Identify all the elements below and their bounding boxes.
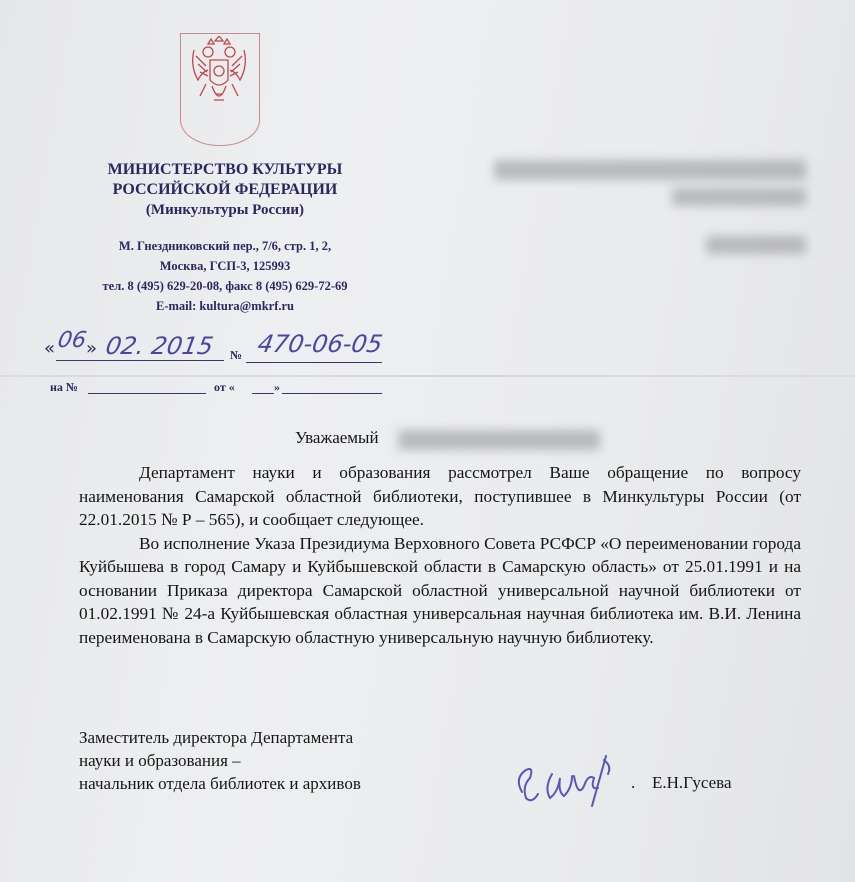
reference-from-label: от « [214, 380, 235, 394]
ministry-address [60, 236, 390, 316]
number-sign: № [230, 348, 243, 362]
redacted-addressee-name [398, 430, 600, 450]
registration-number: 470-06-05 [255, 330, 385, 358]
ministry-line-2: РОССИЙСКОЙ ФЕДЕРАЦИИ [112, 181, 338, 198]
reference-close-quote: » [274, 380, 280, 394]
ministry-short-name: (Минкультуры России) [145, 202, 305, 218]
date-open-quote: « [44, 338, 56, 359]
reference-date-line [282, 393, 382, 394]
ministry-name [60, 160, 390, 220]
date-underline [56, 360, 224, 361]
signer-dot: . [631, 773, 636, 792]
signatory-title-line-1: Заместитель директора Департамента [79, 728, 354, 747]
ministry-line-1: МИНИСТЕРСТВО КУЛЬТУРЫ [107, 161, 343, 178]
date-day: 06 [55, 328, 89, 353]
redacted-recipient-line-3 [706, 236, 806, 254]
signatory-title [79, 726, 361, 795]
number-underline [246, 362, 382, 363]
email-line: E-mail: kultura@mkrf.ru [155, 299, 294, 313]
phone-fax-line: тел. 8 (495) 629-20-08, факс 8 (495) 629-72-69 [102, 279, 348, 293]
salutation: Уважаемый [295, 428, 379, 447]
signatory-title-line-2: науки и образования – [79, 751, 241, 770]
date-month-year: 02. 2015 [103, 332, 216, 360]
redacted-recipient-line-1 [494, 160, 806, 180]
reference-label: на № [50, 380, 78, 394]
redacted-recipient-line-2 [672, 188, 806, 206]
paper-fold [0, 375, 855, 377]
address-line-1: М. Гнездниковский пер., 7/6, стр. 1, 2, [118, 239, 332, 253]
address-line-2: Москва, ГСП-3, 125993 [159, 259, 291, 273]
date-close-quote: » [86, 338, 98, 359]
signer-name: Е.Н.Гусева [652, 773, 732, 792]
body-paragraph-1: Департамент науки и образования рассмотрел Ваше обращение по вопросу наименования Самарской областной библиотеки, поступившее в Минкультуры России (от 22.01.2015 № Р – 565), и сообщает следующее. [79, 463, 801, 529]
reference-day-line [252, 393, 274, 394]
body-paragraph-2: Во исполнение Указа Президиума Верховного Совета РСФСР «О переименовании города Куйбышева в город Самару и Куйбышевской области в Самарскую область» от 25.01.1991 и на основании Приказа директора Самарской областной универсальной научной библиотеки от 01.02.1991 № 24-а Куйбышевская областная универсальная научная библиотека им. В.И. Ленина переименована в Самарскую областную универсальную научную библиотеку. [79, 533, 801, 647]
reference-number-line [88, 393, 206, 394]
coat-of-arms-icon [186, 36, 252, 116]
handwritten-signature [508, 748, 628, 810]
signatory-title-line-3: начальник отдела библиотек и архивов [79, 774, 361, 793]
letter-body [79, 461, 801, 649]
